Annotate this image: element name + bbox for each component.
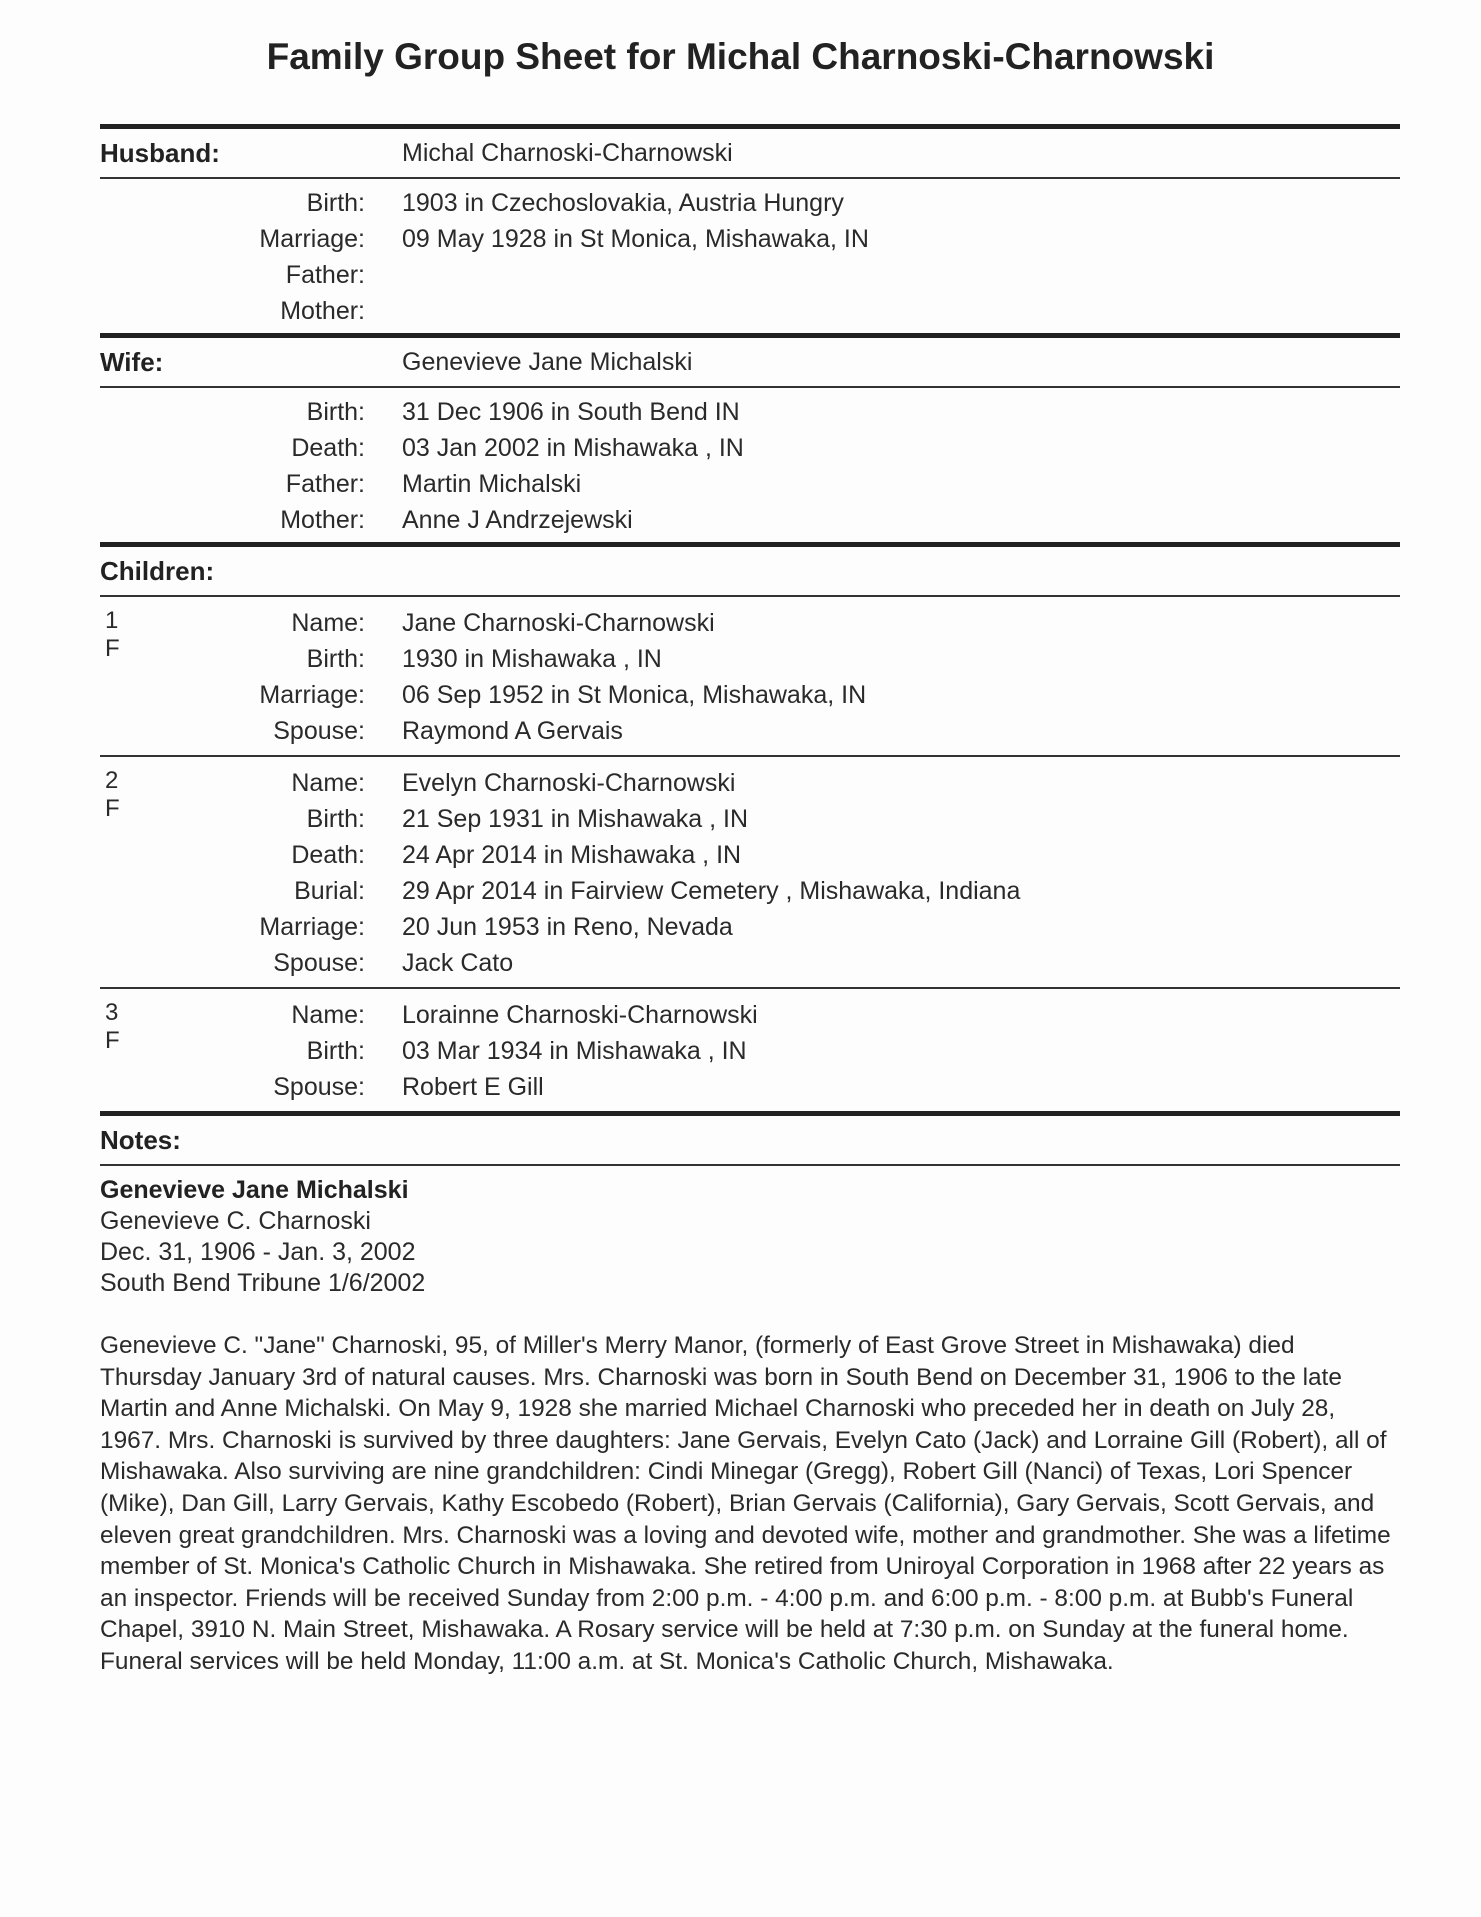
- fact-label: Birth:: [306, 397, 365, 426]
- fact-value: Raymond A Gervais: [402, 716, 623, 745]
- fact-row: [100, 677, 1400, 713]
- children-header: [100, 547, 1400, 595]
- fact-value: Evelyn Charnoski-Charnowski: [402, 768, 736, 797]
- fact-row: [100, 873, 1400, 909]
- husband-name: Michal Charnoski-Charnowski: [402, 138, 733, 167]
- fact-value: 03 Jan 2002 in Mishawaka , IN: [402, 433, 744, 462]
- fact-row: [100, 466, 1400, 502]
- wife-name: Genevieve Jane Michalski: [402, 347, 693, 376]
- fact-value: 03 Mar 1934 in Mishawaka , IN: [402, 1036, 747, 1065]
- fact-label: Father:: [285, 260, 365, 289]
- child-sex: F: [105, 795, 120, 822]
- fact-value: 1930 in Mishawaka , IN: [402, 644, 662, 673]
- wife-facts: [100, 388, 1400, 542]
- notes-header: Notes:: [100, 1124, 181, 1155]
- fact-label: Name:: [291, 608, 365, 637]
- fact-label: Marriage:: [259, 224, 365, 253]
- fact-label: Spouse:: [273, 716, 365, 745]
- fact-label: Birth:: [306, 804, 365, 833]
- fact-row: [100, 837, 1400, 873]
- fact-label: Marriage:: [259, 680, 365, 709]
- child-number: 3: [105, 999, 119, 1026]
- fact-value: 31 Dec 1906 in South Bend IN: [402, 397, 740, 426]
- fact-row: [100, 257, 1400, 293]
- fact-value: 21 Sep 1931 in Mishawaka , IN: [402, 804, 749, 833]
- fact-row: [100, 502, 1400, 538]
- fact-row: [100, 221, 1400, 257]
- fact-value: Jack Cato: [402, 948, 514, 977]
- fact-label: Burial:: [294, 876, 365, 905]
- notes-line: South Bend Tribune 1/6/2002: [100, 1269, 426, 1297]
- fact-value: Martin Michalski: [402, 469, 582, 498]
- fact-row: [100, 909, 1400, 945]
- notes-body: [100, 1166, 1400, 1678]
- fact-row: [100, 605, 1400, 641]
- fact-label: Spouse:: [273, 1072, 365, 1101]
- fact-row: [100, 1033, 1400, 1069]
- fact-row: [100, 713, 1400, 749]
- fact-value: 20 Jun 1953 in Reno, Nevada: [402, 912, 733, 941]
- fact-row: [100, 997, 1400, 1033]
- husband-header: [100, 129, 1400, 177]
- fact-label: Father:: [285, 469, 365, 498]
- fact-label: Spouse:: [273, 948, 365, 977]
- fact-label: Death:: [291, 840, 365, 869]
- child-entry: [100, 597, 1400, 755]
- husband-facts: [100, 179, 1400, 333]
- fact-row: [100, 1069, 1400, 1105]
- fact-row: [100, 293, 1400, 329]
- fact-value: Lorainne Charnoski-Charnowski: [402, 1000, 758, 1029]
- fact-row: [100, 430, 1400, 466]
- fact-value: Anne J Andrzejewski: [402, 505, 633, 534]
- fact-label: Name:: [291, 768, 365, 797]
- fact-label: Mother:: [280, 296, 365, 325]
- notes-line: Genevieve C. Charnoski: [100, 1207, 371, 1235]
- child-tag: [105, 999, 120, 1055]
- husband-label: Husband:: [100, 137, 220, 168]
- sheet-body: [100, 124, 1400, 1678]
- fact-label: Birth:: [306, 644, 365, 673]
- page-title: Family Group Sheet for Michal Charnoski-Charnowski: [266, 36, 1215, 77]
- fact-row: [100, 945, 1400, 981]
- fact-value: 09 May 1928 in St Monica, Mishawaka, IN: [402, 224, 869, 253]
- fact-row: [100, 394, 1400, 430]
- notes-line: Dec. 31, 1906 - Jan. 3, 2002: [100, 1238, 416, 1266]
- child-entry: [100, 757, 1400, 987]
- child-sex: F: [105, 1027, 120, 1054]
- child-tag: [105, 607, 120, 663]
- child-number: 1: [105, 607, 119, 634]
- fact-label: Mother:: [280, 505, 365, 534]
- fact-row: [100, 801, 1400, 837]
- fact-row: [100, 641, 1400, 677]
- wife-label: Wife:: [100, 346, 164, 377]
- fact-label: Birth:: [306, 188, 365, 217]
- fact-value: 29 Apr 2014 in Fairview Cemetery , Mishawaka, Indiana: [402, 876, 1021, 905]
- child-entry: [100, 989, 1400, 1111]
- notes-subject-name: Genevieve Jane Michalski: [100, 1176, 409, 1204]
- fact-label: Death:: [291, 433, 365, 462]
- fact-label: Marriage:: [259, 912, 365, 941]
- fact-row: [100, 185, 1400, 221]
- fact-value: 06 Sep 1952 in St Monica, Mishawaka, IN: [402, 680, 867, 709]
- child-tag: [105, 767, 120, 823]
- fact-value: Robert E Gill: [402, 1072, 544, 1101]
- fact-value: 1903 in Czechoslovakia, Austria Hungry: [402, 188, 844, 217]
- fact-value: 24 Apr 2014 in Mishawaka , IN: [402, 840, 742, 869]
- fact-row: [100, 765, 1400, 801]
- children-label: Children:: [100, 555, 215, 586]
- fact-label: Birth:: [306, 1036, 365, 1065]
- fact-value: Jane Charnoski-Charnowski: [402, 608, 715, 637]
- obituary-paragraph: Genevieve C. "Jane" Charnoski, 95, of Miller's Merry Manor, (formerly of East Grove Street in Mishawaka) died Thursday January 3rd of natural causes. Mrs. Charnoski was born in South Bend on December 31, 1906 to the late Martin and Anne Michalski. On May 9, 1928 she married Michael Charnoski who preceded her in death on July 28, 1967. Mrs. Charnoski is survived by three daughters: Jane Gervais, Evelyn Cato (Jack) and Lorraine Gill (Robert), all of Mishawaka. Also surviving are nine grandchildren: Cindi Minegar (Gregg), Robert Gill (Nanci) of Texas, Lori Spencer (Mike), Dan Gill, Larry Gervais, Kathy Escobedo (Robert), Brian Gervais (California), Gary Gervais, Scott Gervais, and eleven great grandchildren. Mrs. Charnoski was a loving and devoted wife, mother and grandmother. She was a lifetime member of St. Monica's Catholic Church in Mishawaka. She retired from Uniroyal Corporation in 1968 after 22 years as an inspector. Friends will be received Sunday from 2:00 p.m. - 4:00 p.m. and 6:00 p.m. - 8:00 p.m. at Bubb's Funeral Chapel, 3910 N. Main Street, Mishawaka. A Rosary service will be held at 7:30 p.m. on Sunday at the funeral home. Funeral services will be held Monday, 11:00 a.m. at St. Monica's Catholic Church, Mishawaka.: [100, 1332, 1391, 1675]
- child-number: 2: [105, 767, 119, 794]
- wife-header: [100, 338, 1400, 386]
- child-sex: F: [105, 635, 120, 662]
- fact-label: Name:: [291, 1000, 365, 1029]
